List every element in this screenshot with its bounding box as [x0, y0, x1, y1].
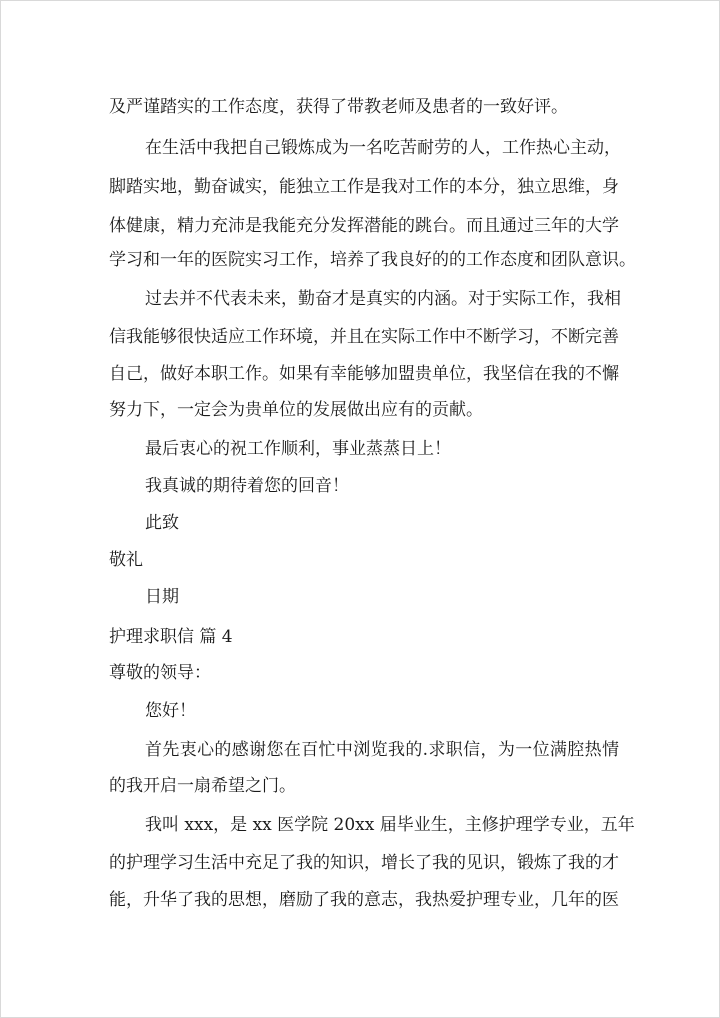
text-line: 及严谨踏实的工作态度，获得了带教老师及患者的一致好评。	[109, 97, 568, 117]
text-line: 我真诚的期待着您的回音！	[145, 476, 349, 496]
text-line: 信我能够很快适应工作环境，并且在实际工作中不断学习，不断完善	[109, 327, 619, 347]
closing-line: 此致	[145, 513, 179, 533]
text-line: 的我开启一扇希望之门。	[109, 776, 296, 796]
text-line: 最后衷心的祝工作顺利，事业蒸蒸日上！	[145, 439, 451, 459]
text-line: 学习和一年的医院实习工作，培养了我良好的的工作态度和团队意识。	[109, 250, 636, 270]
text-line: 首先衷心的感谢您在百忙中浏览我的.求职信，为一位满腔热情	[145, 740, 619, 760]
date-label: 日期	[145, 587, 179, 607]
text-line: 能，升华了我的思想，磨励了我的意志，我热爱护理专业，几年的医	[109, 890, 619, 910]
text-line: 自己，做好本职工作。如果有幸能够加盟贵单位，我坚信在我的不懈	[109, 364, 619, 384]
text-line: 体健康，精力充沛是我能充分发挥潜能的跳台。而且通过三年的大学	[109, 216, 619, 236]
greeting-line: 尊敬的领导：	[109, 663, 211, 683]
text-line: 过去并不代表未来，勤奋才是真实的内涵。对于实际工作，我相	[145, 289, 621, 309]
salutation-line: 敬礼	[109, 550, 143, 570]
text-line: 您好！	[145, 701, 196, 721]
text-line: 的护理学习生活中充足了我的知识，增长了我的见识，锻炼了我的才	[109, 853, 619, 873]
section-heading: 护理求职信 篇 4	[109, 627, 233, 647]
text-line: 我叫 xxx，是 xx 医学院 20xx 届毕业生，主修护理学专业，五年	[145, 815, 635, 835]
text-line: 努力下，一定会为贵单位的发展做出应有的贡献。	[109, 400, 483, 420]
text-line: 脚踏实地，勤奋诚实，能独立工作是我对工作的本分，独立思维，身	[109, 177, 619, 197]
text-line: 在生活中我把自己锻炼成为一名吃苦耐劳的人，工作热心主动，	[145, 138, 621, 158]
